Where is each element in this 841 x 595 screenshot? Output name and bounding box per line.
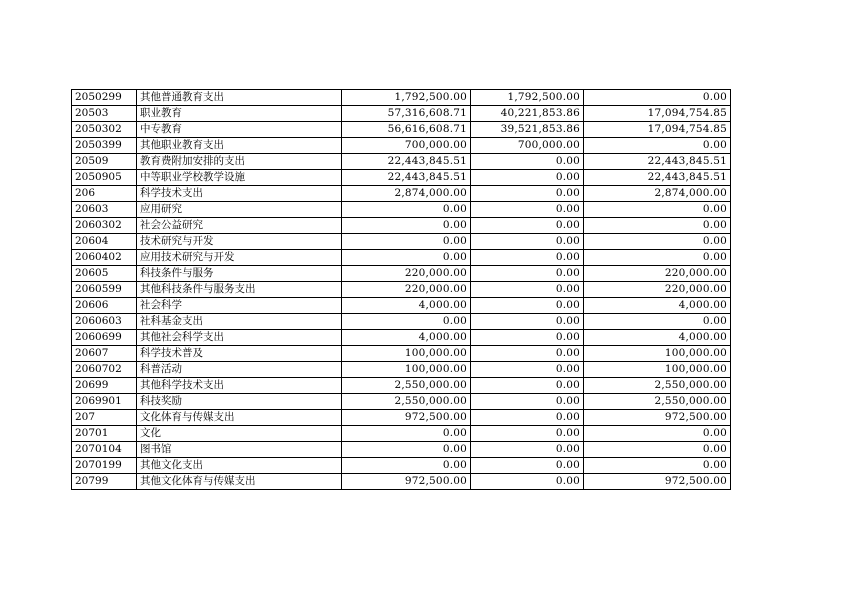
total-amount-cell: 220,000.00 <box>342 266 471 282</box>
total-amount-cell: 972,500.00 <box>342 410 471 426</box>
subject-name-cell: 职业教育 <box>137 106 342 122</box>
table-row <box>72 458 731 474</box>
table-row <box>72 410 731 426</box>
project-expenditure-cell: 2,550,000.00 <box>584 394 731 410</box>
project-expenditure-cell: 4,000.00 <box>584 330 731 346</box>
basic-expenditure-cell: 0.00 <box>471 186 584 202</box>
project-expenditure-cell: 22,443,845.51 <box>584 154 731 170</box>
table-row <box>72 314 731 330</box>
total-amount-cell: 700,000.00 <box>342 138 471 154</box>
basic-expenditure-cell: 0.00 <box>471 426 584 442</box>
table-row <box>72 202 731 218</box>
basic-expenditure-cell: 0.00 <box>471 266 584 282</box>
basic-expenditure-cell: 700,000.00 <box>471 138 584 154</box>
subject-name-cell: 其他科技条件与服务支出 <box>137 282 342 298</box>
subject-code-cell: 2070104 <box>72 442 137 458</box>
subject-name-cell: 科技条件与服务 <box>137 266 342 282</box>
subject-code-cell: 20605 <box>72 266 137 282</box>
project-expenditure-cell: 2,550,000.00 <box>584 378 731 394</box>
project-expenditure-cell: 972,500.00 <box>584 410 731 426</box>
basic-expenditure-cell: 0.00 <box>471 250 584 266</box>
subject-name-cell: 文化体育与传媒支出 <box>137 410 342 426</box>
project-expenditure-cell: 0.00 <box>584 234 731 250</box>
table-row <box>72 266 731 282</box>
subject-code-cell: 2060402 <box>72 250 137 266</box>
total-amount-cell: 1,792,500.00 <box>342 90 471 106</box>
subject-name-cell: 其他文化体育与传媒支出 <box>137 474 342 490</box>
basic-expenditure-cell: 0.00 <box>471 314 584 330</box>
subject-name-cell: 科技奖励 <box>137 394 342 410</box>
total-amount-cell: 22,443,845.51 <box>342 170 471 186</box>
subject-code-cell: 2050302 <box>72 122 137 138</box>
project-expenditure-cell: 22,443,845.51 <box>584 170 731 186</box>
table-row <box>72 426 731 442</box>
project-expenditure-cell: 0.00 <box>584 442 731 458</box>
subject-name-cell: 其他文化支出 <box>137 458 342 474</box>
total-amount-cell: 4,000.00 <box>342 330 471 346</box>
total-amount-cell: 2,550,000.00 <box>342 378 471 394</box>
project-expenditure-cell: 0.00 <box>584 218 731 234</box>
project-expenditure-cell: 0.00 <box>584 314 731 330</box>
budget-expenditure-table <box>71 89 731 490</box>
subject-code-cell: 2050399 <box>72 138 137 154</box>
subject-name-cell: 中专教育 <box>137 122 342 138</box>
subject-code-cell: 20604 <box>72 234 137 250</box>
total-amount-cell: 0.00 <box>342 458 471 474</box>
basic-expenditure-cell: 0.00 <box>471 458 584 474</box>
subject-code-cell: 2060603 <box>72 314 137 330</box>
subject-name-cell: 应用技术研究与开发 <box>137 250 342 266</box>
basic-expenditure-cell: 0.00 <box>471 170 584 186</box>
subject-code-cell: 20701 <box>72 426 137 442</box>
subject-code-cell: 20799 <box>72 474 137 490</box>
table-row <box>72 394 731 410</box>
subject-code-cell: 20503 <box>72 106 137 122</box>
subject-name-cell: 科普活动 <box>137 362 342 378</box>
total-amount-cell: 100,000.00 <box>342 362 471 378</box>
subject-code-cell: 2050299 <box>72 90 137 106</box>
subject-name-cell: 技术研究与开发 <box>137 234 342 250</box>
subject-code-cell: 2070199 <box>72 458 137 474</box>
subject-name-cell: 其他职业教育支出 <box>137 138 342 154</box>
table-body <box>72 90 731 490</box>
subject-name-cell: 文化 <box>137 426 342 442</box>
total-amount-cell: 220,000.00 <box>342 282 471 298</box>
total-amount-cell: 0.00 <box>342 426 471 442</box>
project-expenditure-cell: 0.00 <box>584 458 731 474</box>
total-amount-cell: 0.00 <box>342 250 471 266</box>
table-row <box>72 106 731 122</box>
project-expenditure-cell: 100,000.00 <box>584 346 731 362</box>
table-row <box>72 186 731 202</box>
table-row <box>72 138 731 154</box>
table-row <box>72 298 731 314</box>
basic-expenditure-cell: 40,221,853.86 <box>471 106 584 122</box>
project-expenditure-cell: 972,500.00 <box>584 474 731 490</box>
subject-code-cell: 2060702 <box>72 362 137 378</box>
subject-code-cell: 206 <box>72 186 137 202</box>
project-expenditure-cell: 17,094,754.85 <box>584 122 731 138</box>
total-amount-cell: 972,500.00 <box>342 474 471 490</box>
total-amount-cell: 57,316,608.71 <box>342 106 471 122</box>
subject-name-cell: 社科基金支出 <box>137 314 342 330</box>
table-row <box>72 282 731 298</box>
subject-name-cell: 图书馆 <box>137 442 342 458</box>
table-row <box>72 474 731 490</box>
project-expenditure-cell: 4,000.00 <box>584 298 731 314</box>
subject-name-cell: 科学技术普及 <box>137 346 342 362</box>
table-row <box>72 378 731 394</box>
total-amount-cell: 56,616,608.71 <box>342 122 471 138</box>
subject-code-cell: 20699 <box>72 378 137 394</box>
subject-name-cell: 科学技术支出 <box>137 186 342 202</box>
table-row <box>72 90 731 106</box>
subject-name-cell: 其他科学技术支出 <box>137 378 342 394</box>
table-row <box>72 218 731 234</box>
basic-expenditure-cell: 0.00 <box>471 442 584 458</box>
project-expenditure-cell: 0.00 <box>584 250 731 266</box>
total-amount-cell: 0.00 <box>342 202 471 218</box>
table-row <box>72 234 731 250</box>
table-row <box>72 362 731 378</box>
subject-code-cell: 20606 <box>72 298 137 314</box>
total-amount-cell: 22,443,845.51 <box>342 154 471 170</box>
subject-code-cell: 2060699 <box>72 330 137 346</box>
total-amount-cell: 2,874,000.00 <box>342 186 471 202</box>
subject-name-cell: 教育费附加安排的支出 <box>137 154 342 170</box>
basic-expenditure-cell: 0.00 <box>471 394 584 410</box>
subject-name-cell: 应用研究 <box>137 202 342 218</box>
basic-expenditure-cell: 0.00 <box>471 234 584 250</box>
project-expenditure-cell: 0.00 <box>584 138 731 154</box>
basic-expenditure-cell: 0.00 <box>471 362 584 378</box>
project-expenditure-cell: 17,094,754.85 <box>584 106 731 122</box>
table-row <box>72 250 731 266</box>
project-expenditure-cell: 2,874,000.00 <box>584 186 731 202</box>
total-amount-cell: 0.00 <box>342 442 471 458</box>
total-amount-cell: 4,000.00 <box>342 298 471 314</box>
subject-name-cell: 其他普通教育支出 <box>137 90 342 106</box>
table-row <box>72 346 731 362</box>
total-amount-cell: 0.00 <box>342 234 471 250</box>
basic-expenditure-cell: 0.00 <box>471 298 584 314</box>
basic-expenditure-cell: 0.00 <box>471 218 584 234</box>
basic-expenditure-cell: 1,792,500.00 <box>471 90 584 106</box>
table-row <box>72 330 731 346</box>
basic-expenditure-cell: 0.00 <box>471 474 584 490</box>
subject-code-cell: 20509 <box>72 154 137 170</box>
total-amount-cell: 2,550,000.00 <box>342 394 471 410</box>
project-expenditure-cell: 220,000.00 <box>584 282 731 298</box>
project-expenditure-cell: 100,000.00 <box>584 362 731 378</box>
subject-name-cell: 社会公益研究 <box>137 218 342 234</box>
basic-expenditure-cell: 0.00 <box>471 378 584 394</box>
basic-expenditure-cell: 0.00 <box>471 202 584 218</box>
basic-expenditure-cell: 0.00 <box>471 346 584 362</box>
basic-expenditure-cell: 39,521,853.86 <box>471 122 584 138</box>
subject-code-cell: 2050905 <box>72 170 137 186</box>
table-row <box>72 154 731 170</box>
subject-code-cell: 2069901 <box>72 394 137 410</box>
basic-expenditure-cell: 0.00 <box>471 154 584 170</box>
project-expenditure-cell: 0.00 <box>584 90 731 106</box>
subject-code-cell: 20603 <box>72 202 137 218</box>
basic-expenditure-cell: 0.00 <box>471 330 584 346</box>
subject-code-cell: 2060302 <box>72 218 137 234</box>
project-expenditure-cell: 220,000.00 <box>584 266 731 282</box>
subject-code-cell: 207 <box>72 410 137 426</box>
basic-expenditure-cell: 0.00 <box>471 410 584 426</box>
table-row <box>72 122 731 138</box>
subject-name-cell: 社会科学 <box>137 298 342 314</box>
basic-expenditure-cell: 0.00 <box>471 282 584 298</box>
total-amount-cell: 100,000.00 <box>342 346 471 362</box>
subject-code-cell: 2060599 <box>72 282 137 298</box>
project-expenditure-cell: 0.00 <box>584 202 731 218</box>
subject-code-cell: 20607 <box>72 346 137 362</box>
total-amount-cell: 0.00 <box>342 218 471 234</box>
subject-name-cell: 其他社会科学支出 <box>137 330 342 346</box>
table-row <box>72 170 731 186</box>
subject-name-cell: 中等职业学校教学设施 <box>137 170 342 186</box>
total-amount-cell: 0.00 <box>342 314 471 330</box>
project-expenditure-cell: 0.00 <box>584 426 731 442</box>
table-row <box>72 442 731 458</box>
